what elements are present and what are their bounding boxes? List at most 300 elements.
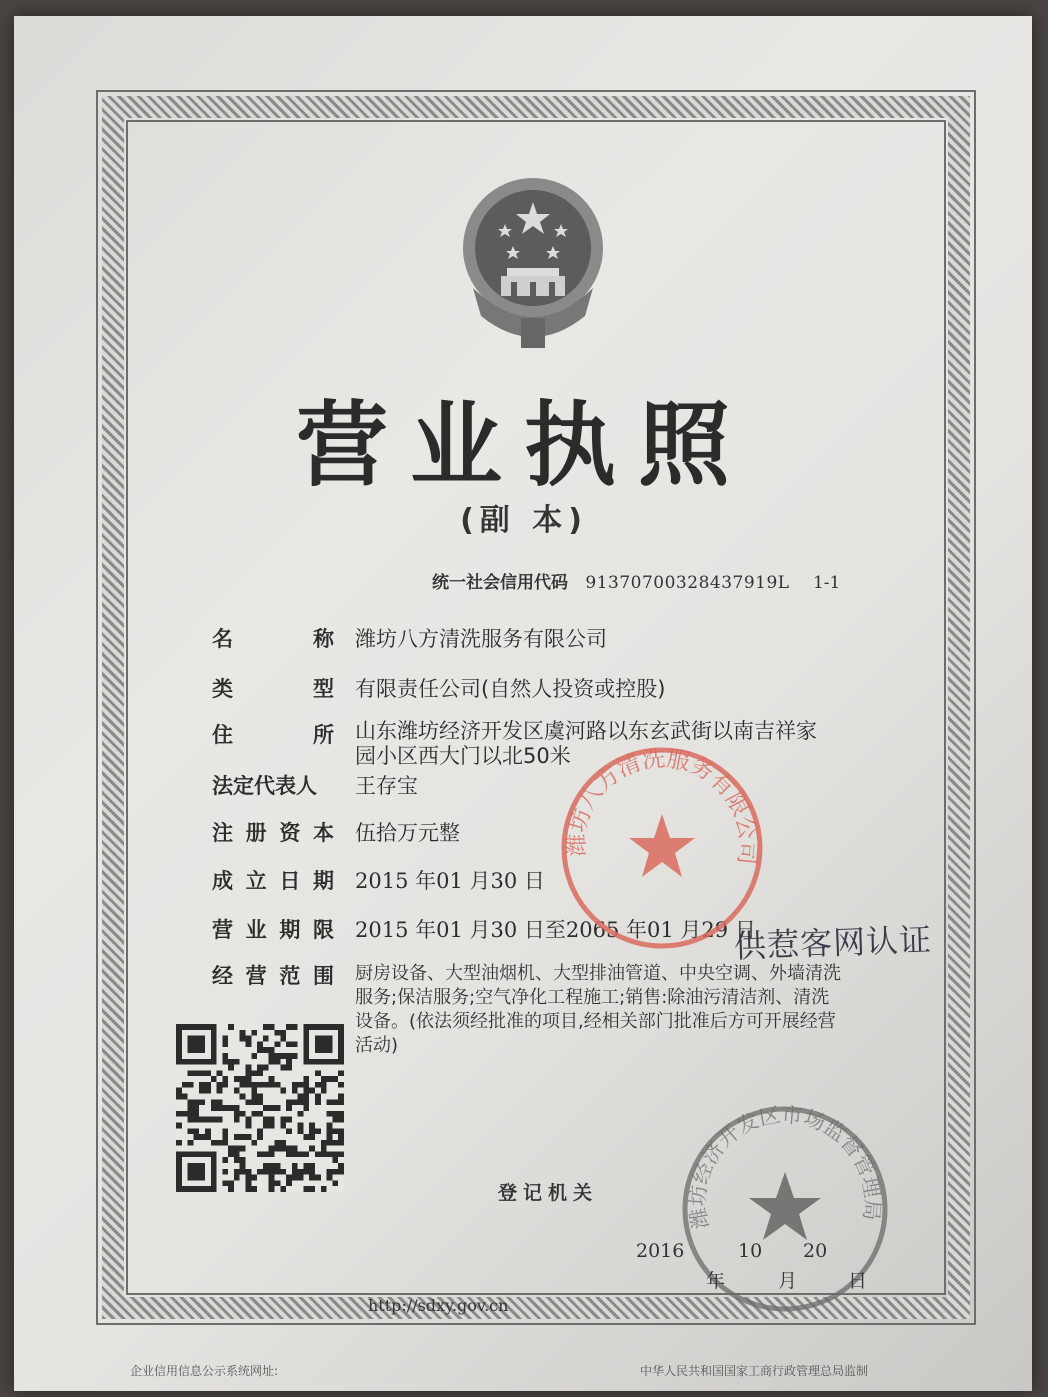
qr-module [222,1076,228,1082]
company-name: 潍坊八方清洗服务有限公司 [355,627,607,651]
company-seal [556,742,768,954]
qr-module [332,1076,338,1082]
qr-module [228,1151,234,1157]
document-title: 营业执照 [295,391,752,499]
qr-module [338,1169,344,1175]
qr-module [251,1111,257,1117]
field-label: 类 型 [212,677,334,701]
qr-module [338,1140,344,1146]
qr-module [309,1128,315,1134]
qr-module [332,1151,338,1157]
qr-module [188,1111,194,1117]
qr-module [240,1036,246,1042]
qr-module [246,1122,252,1128]
qr-module [292,1169,298,1175]
qr-module [246,1041,252,1047]
qr-module [251,1140,257,1146]
qr-module [315,1175,321,1181]
qr-module [280,1088,286,1094]
company-type: 有限责任公司(自然人投资或控股) [355,677,666,701]
qr-module [263,1122,269,1128]
qr-module [327,1099,333,1105]
qr-module [251,1088,257,1094]
qr-module [327,1076,333,1082]
qr-module [298,1175,304,1181]
qr-module [280,1186,286,1192]
qr-module [269,1175,275,1181]
qr-module [321,1151,327,1157]
field-label: 注 册 资 本 [212,821,334,845]
registration-month: 10 [738,1240,763,1262]
qr-module [176,1111,182,1117]
qr-module [251,1175,257,1181]
qr-module [338,1163,344,1169]
qr-module [234,1059,240,1065]
qr-module [292,1099,298,1105]
registered-capital: 伍拾万元整 [355,821,460,845]
qr-module [217,1088,223,1094]
qr-module [286,1175,292,1181]
qr-module [303,1169,309,1175]
qr-module [315,1099,321,1105]
company-address: 山东潍坊经济开发区虞河路以东玄武街以南吉祥家园小区西大门以北50米 [355,719,817,768]
qr-module [303,1163,309,1169]
qr-module [240,1111,246,1117]
qr-module [193,1070,199,1076]
credit-code-row [432,568,840,593]
qr-module [234,1105,240,1111]
qr-module [292,1175,298,1181]
qr-module [246,1175,252,1181]
qr-module [217,1070,223,1076]
field-label: 住 所 [212,723,334,747]
qr-module [257,1094,263,1100]
qr-module [315,1151,321,1157]
qr-module [199,1134,205,1140]
month-char: 月 [778,1270,798,1292]
qr-module [332,1111,338,1117]
qr-module [182,1111,188,1117]
qr-module [240,1030,246,1036]
qr-module [298,1169,304,1175]
qr-module [228,1105,234,1111]
field-label: 成 立 日 期 [212,869,334,893]
qr-module [205,1088,211,1094]
qr-module [269,1117,275,1123]
qr-module [211,1076,217,1082]
qr-module [274,1041,280,1047]
qr-module [280,1140,286,1146]
qr-module [228,1186,234,1192]
qr-module [176,1140,182,1146]
qr-module [338,1099,344,1105]
qr-module [199,1099,205,1105]
qr-module [257,1082,263,1088]
qr-module [246,1117,252,1123]
qr-module [222,1157,228,1163]
qr-module [222,1059,228,1065]
qr-module [251,1053,257,1059]
qr-module [269,1122,275,1128]
qr-module [246,1099,252,1105]
qr-module [338,1070,344,1076]
qr-module [292,1053,298,1059]
qr-module [199,1082,205,1088]
qr-module [280,1117,286,1123]
qr-module [240,1076,246,1082]
qr-module [332,1128,338,1134]
qr-module [269,1146,275,1152]
qr-module [269,1053,275,1059]
qr-module [321,1088,327,1094]
business-term: 2015 年01 月30 日至2065 年01 月29 日 [355,918,756,942]
qr-module [286,1151,292,1157]
qr-module [205,1117,211,1123]
qr-module [263,1105,269,1111]
year-char: 年 [706,1270,726,1292]
qr-module [274,1169,280,1175]
qr-module [188,1099,194,1105]
qr-module [263,1065,269,1071]
qr-module [269,1076,275,1082]
qr-module [246,1186,252,1192]
qr-module [188,1128,194,1134]
qr-module [234,1117,240,1123]
qr-module [286,1099,292,1105]
qr-module [222,1169,228,1175]
qr-module [257,1070,263,1076]
qr-module [286,1024,292,1030]
qr-module [315,1094,321,1100]
qr-module [303,1088,309,1094]
handwritten-note: 供惹客网认证 [733,920,933,966]
footer-url: http://sdxy.gov.cn [368,1296,509,1315]
qr-module [269,1105,275,1111]
qr-module [246,1180,252,1186]
qr-module [246,1134,252,1140]
document-subtitle: (副 本) [460,503,588,538]
qr-module [228,1180,234,1186]
qr-module [286,1128,292,1134]
qr-module [321,1146,327,1152]
qr-module [309,1186,315,1192]
qr-module [257,1099,263,1105]
authority-seal-text: 潍坊经济开发区市场监督管理局 [685,1102,885,1231]
qr-module [263,1169,269,1175]
footer-left-note: 企业信用信息公示系统网址: [130,1364,279,1378]
qr-module [211,1099,217,1105]
qr-module [292,1041,298,1047]
qr-module [269,1024,275,1030]
qr-module [286,1053,292,1059]
business-scope: 厨房设备、大型油烟机、大型排油管道、中央空调、外墙清洗服务;保洁服务;空气净化工程施工;销售:除油污清洁剂、清洗设备。(依法须经批准的项目,经相关部门批准后方可开展经营活动) [355,963,841,1056]
qr-module [327,1134,333,1140]
qr-module [303,1094,309,1100]
qr-module [176,1094,182,1100]
qr-module [205,1082,211,1088]
qr-module [286,1146,292,1152]
qr-module [188,1105,194,1111]
qr-module [193,1105,199,1111]
qr-module [176,1122,182,1128]
qr-module [234,1146,240,1152]
qr-module [193,1111,199,1117]
qr-module [280,1065,286,1071]
qr-module [303,1099,309,1105]
qr-module [274,1059,280,1065]
field-label: 经 营 范 围 [212,964,334,988]
qr-module [327,1169,333,1175]
qr-module [251,1186,257,1192]
qr-module [199,1117,205,1123]
field-label: 名 称 [212,627,334,651]
footer-right-note: 中华人民共和国国家工商行政管理总局监制 [640,1364,869,1378]
qr-module [240,1134,246,1140]
registration-authority-label: 登记机关 [498,1182,599,1204]
qr-module [292,1163,298,1169]
day-char: 日 [848,1270,868,1292]
qr-module [217,1099,223,1105]
qr-module [263,1082,269,1088]
qr-module [309,1088,315,1094]
qr-module [246,1036,252,1042]
qr-module [251,1030,257,1036]
national-emblem-icon [455,168,611,354]
qr-module [269,1186,275,1192]
qr-module [327,1122,333,1128]
qr-module [222,1128,228,1134]
qr-module [292,1151,298,1157]
qr-module [309,1146,315,1152]
qr-module [274,1053,280,1059]
qr-module [199,1088,205,1094]
qr-module [222,1180,228,1186]
qr-module [234,1076,240,1082]
qr-module [269,1059,275,1065]
qr-module [269,1180,275,1186]
qr-module [234,1088,240,1094]
qr-module [303,1076,309,1082]
qr-module [240,1169,246,1175]
qr-module [222,1105,228,1111]
copy-number: 1-1 [812,573,841,593]
qr-module [286,1105,292,1111]
qr-module [251,1094,257,1100]
qr-module [211,1140,217,1146]
qr-module [269,1047,275,1053]
qr-module [274,1180,280,1186]
qr-module [182,1094,188,1100]
qr-module [263,1151,269,1157]
qr-module [274,1163,280,1169]
qr-module [217,1082,223,1088]
qr-module [193,1117,199,1123]
qr-module [257,1151,263,1157]
qr-module [205,1128,211,1134]
qr-module [269,1151,275,1157]
qr-module [234,1151,240,1157]
qr-module [315,1128,321,1134]
qr-module [246,1169,252,1175]
qr-module [303,1186,309,1192]
qr-module [280,1169,286,1175]
qr-module [246,1065,252,1071]
qr-module [280,1053,286,1059]
qr-module [240,1163,246,1169]
qr-module [286,1065,292,1071]
qr-module [338,1094,344,1100]
qr-module [321,1186,327,1192]
qr-module [269,1163,275,1169]
qr-module [315,1082,321,1088]
qr-module [332,1157,338,1163]
qr-module [251,1070,257,1076]
qr-module [286,1180,292,1186]
qr-module [298,1099,304,1105]
qr-module [332,1117,338,1123]
qr-module [257,1128,263,1134]
qr-module [257,1041,263,1047]
qr-module [257,1065,263,1071]
qr-module [263,1117,269,1123]
qr-module [298,1122,304,1128]
qr-module [234,1169,240,1175]
qr-module [257,1169,263,1175]
qr-module [327,1111,333,1117]
registration-day: 20 [803,1240,828,1262]
qr-module [327,1151,333,1157]
qr-module [321,1082,327,1088]
qr-module [338,1151,344,1157]
qr-module [217,1117,223,1123]
qr-module [246,1082,252,1088]
qr-module [263,1047,269,1053]
qr-module [222,1041,228,1047]
qr-module [309,1122,315,1128]
qr-module [309,1175,315,1181]
qr-module [269,1169,275,1175]
qr-module [222,1134,228,1140]
qr-module [188,1070,194,1076]
qr-module [274,1082,280,1088]
qr-module [251,1099,257,1105]
qr-module [240,1082,246,1088]
qr-module [188,1082,194,1088]
qr-module [222,1082,228,1088]
qr-module [338,1128,344,1134]
qr-module [274,1105,280,1111]
qr-module [280,1146,286,1152]
qr-module [176,1088,182,1094]
qr-module [263,1036,269,1042]
qr-module [234,1157,240,1163]
qr-module [286,1041,292,1047]
credit-code-value: 91370700328437919L [585,573,790,593]
qr-module [205,1070,211,1076]
qr-module [205,1134,211,1140]
qr-module [280,1122,286,1128]
qr-module [298,1082,304,1088]
qr-module [298,1111,304,1117]
qr-module [298,1128,304,1134]
qr-module [303,1151,309,1157]
qr-module [188,1117,194,1123]
qr-module [286,1117,292,1123]
qr-module [309,1163,315,1169]
qr-module [234,1111,240,1117]
qr-module [303,1105,309,1111]
qr-module [228,1059,234,1065]
qr-module [193,1134,199,1140]
qr-module [280,1030,286,1036]
qr-module [234,1175,240,1181]
qr-module [257,1047,263,1053]
qr-module [286,1059,292,1065]
qr-module [332,1099,338,1105]
qr-module [251,1082,257,1088]
qr-module [234,1134,240,1140]
qr-module [303,1082,309,1088]
qr-module [188,1140,194,1146]
qr-module [338,1117,344,1123]
company-seal-text: 潍坊八方清洗服务有限公司 [563,745,761,866]
qr-module [321,1140,327,1146]
qr-module [309,1169,315,1175]
qr-module [263,1024,269,1030]
qr-module [321,1076,327,1082]
qr-module [338,1134,344,1140]
qr-module [211,1105,217,1111]
qr-module [332,1169,338,1175]
qr-module [193,1128,199,1134]
field-label: 法定代表人 [212,774,317,798]
qr-module [274,1140,280,1146]
qr-code [176,1024,344,1192]
qr-module [327,1128,333,1134]
qr-module [240,1146,246,1152]
legal-representative: 王存宝 [355,774,418,798]
qr-module [292,1088,298,1094]
qr-module [298,1151,304,1157]
qr-module [222,1036,228,1042]
qr-module [292,1146,298,1152]
qr-module [303,1134,309,1140]
qr-module [257,1134,263,1140]
qr-module [298,1094,304,1100]
qr-module [240,1157,246,1163]
qr-module [327,1175,333,1181]
qr-module [193,1099,199,1105]
qr-module [327,1140,333,1146]
qr-module [217,1105,223,1111]
qr-module [338,1111,344,1117]
qr-module [246,1070,252,1076]
qr-module [228,1146,234,1152]
qr-module [228,1065,234,1071]
qr-module [309,1134,315,1140]
field-label: 营 业 期 限 [212,918,334,942]
qr-module [182,1082,188,1088]
qr-module [222,1053,228,1059]
qr-module [280,1036,286,1042]
established-date: 2015 年01 月30 日 [355,869,545,893]
qr-module [338,1082,344,1088]
qr-module [211,1117,217,1123]
qr-module [217,1140,223,1146]
qr-module [199,1070,205,1076]
qr-module [274,1146,280,1152]
qr-module [332,1140,338,1146]
